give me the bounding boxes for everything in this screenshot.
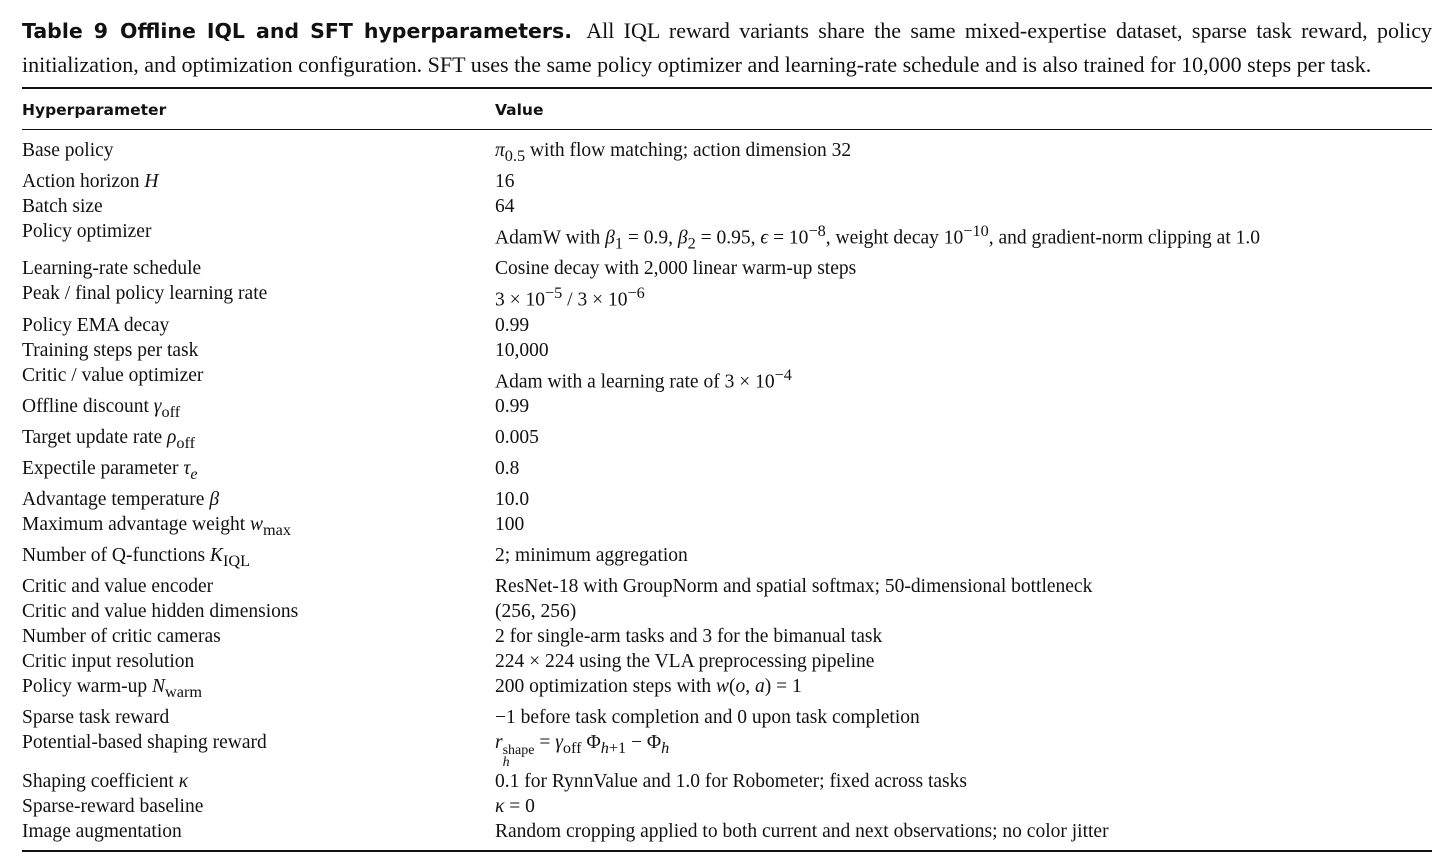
param-cell: Image augmentation (22, 820, 182, 842)
hyperparameter-table (22, 89, 1432, 129)
table-title: Offline IQL and SFT hyperparameters. (120, 19, 573, 43)
header-value: Value (495, 101, 544, 119)
param-cell: Number of Q-functions $K_{IQL}$ (22, 544, 251, 570)
table-figure (22, 14, 1432, 852)
param-cell: Shaping coefficient κ (22, 770, 189, 792)
table-row (22, 313, 1432, 338)
value-cell: 64 (495, 195, 515, 217)
bottom-rule (22, 850, 1432, 852)
value-cell: 0.005 (495, 427, 539, 449)
param-cell: Peak / final policy learning rate (22, 283, 268, 305)
table-row (22, 487, 1432, 512)
table-row (22, 794, 1432, 819)
table-row (22, 338, 1432, 363)
table-row (22, 624, 1432, 649)
value-cell: Random cropping applied to both current and next observations; no color jitter (495, 820, 1109, 842)
param-cell: Policy warm-up $N_{warm}$ (22, 675, 202, 701)
table-row (22, 543, 1432, 574)
param-cell: Advantage temperature β (22, 488, 220, 510)
header-hyperparameter: Hyperparameter (22, 101, 167, 119)
param-cell: Action horizon H (22, 170, 159, 192)
param-cell: Number of critic cameras (22, 625, 221, 647)
param-cell: Expectile parameter $\tau_e$ (22, 458, 198, 483)
param-cell: Critic / value optimizer (22, 364, 204, 386)
value-cell: 100 (495, 513, 525, 535)
value-cell: (256, 256) (495, 600, 577, 622)
param-cell: Critic input resolution (22, 650, 195, 672)
value-cell: 10,000 (495, 339, 549, 361)
param-cell: Critic and value hidden dimensions (22, 600, 299, 622)
param-cell: Offline discount $\gamma_{off}$ (22, 396, 181, 422)
param-cell: Learning-rate schedule (22, 258, 202, 280)
table-row (22, 219, 1432, 256)
value-cell: r shape h = $\gamma_{off}$ $\Phi_{h+1} - \Phi_h$ (495, 731, 670, 770)
table-number: Table 9 (22, 19, 109, 43)
table-caption (22, 14, 1432, 81)
value-cell: 0.99 (495, 396, 530, 418)
table-row (22, 649, 1432, 674)
table-row (22, 705, 1432, 730)
value-cell: 2; minimum aggregation (495, 544, 688, 566)
param-cell: Training steps per task (22, 339, 199, 361)
hyperparameter-body (22, 130, 1432, 850)
table-row (22, 394, 1432, 425)
value-cell: 0.8 (495, 458, 520, 480)
value-cell: Cosine decay with 2,000 linear warm-up steps (495, 258, 857, 280)
param-cell: Critic and value encoder (22, 575, 214, 597)
value-cell: 200 optimization steps with w(o, a) = 1 (495, 675, 802, 697)
value-cell: 16 (495, 170, 515, 192)
table-row (22, 819, 1432, 850)
value-cell: 0.99 (495, 314, 530, 336)
value-cell: AdamW with $\beta_1 = 0.9$, $\beta_2 = 0.95$, $\epsilon = 10^{-8}$, weight decay $10^{-10}$, and gradient-norm clipping at 1.0 (495, 221, 1261, 253)
value-cell: 0.1 for RynnValue and 1.0 for Robometer; fixed across tasks (495, 770, 967, 792)
value-cell: 224 × 224 using the VLA preprocessing pipeline (495, 650, 875, 672)
table-row (22, 456, 1432, 487)
table-row (22, 769, 1432, 794)
table-row (22, 169, 1432, 194)
caption-text: All IQL reward variants share the same mixed-expertise dataset, sparse task reward, policy initialization, and optimization configuration. SFT uses the same policy optimizer and learning-rate schedule and is also trained for 10,000 steps per task. (22, 18, 1432, 77)
table-row (22, 730, 1432, 769)
param-cell: Maximum advantage weight $w_{max}$ (22, 513, 291, 539)
table-row (22, 599, 1432, 624)
param-cell: Target update rate $\rho_{off}$ (22, 427, 196, 453)
param-cell: Potential-based shaping reward (22, 731, 267, 753)
header-row (22, 89, 1432, 129)
value-cell: $\pi_{0.5}$ with flow matching; action dimension 32 (495, 140, 852, 165)
value-cell: κ = 0 (495, 795, 535, 817)
value-cell: ResNet-18 with GroupNorm and spatial softmax; 50-dimensional bottleneck (495, 575, 1093, 597)
value-cell: $3 \times 10^{-5} / 3 \times 10^{-6}$ (495, 284, 645, 311)
value-cell: 10.0 (495, 488, 530, 510)
param-cell: Policy EMA decay (22, 314, 170, 336)
table-row (22, 130, 1432, 169)
value-cell: 2 for single-arm tasks and 3 for the bimanual task (495, 625, 883, 647)
table-row (22, 512, 1432, 543)
value-cell: Adam with a learning rate of $3 \times 10^{-4}$ (495, 365, 792, 393)
value-cell: −1 before task completion and 0 upon task completion (495, 706, 920, 728)
param-cell: Sparse-reward baseline (22, 795, 204, 817)
table-row (22, 281, 1432, 313)
param-cell: Base policy (22, 140, 114, 161)
table-row (22, 674, 1432, 705)
table-row (22, 574, 1432, 599)
param-cell: Policy optimizer (22, 220, 152, 242)
param-cell: Batch size (22, 195, 103, 217)
table-row (22, 256, 1432, 281)
caption-lead (22, 19, 572, 43)
table-row (22, 363, 1432, 395)
param-cell: Sparse task reward (22, 706, 170, 728)
table-row (22, 425, 1432, 456)
table-row (22, 194, 1432, 219)
